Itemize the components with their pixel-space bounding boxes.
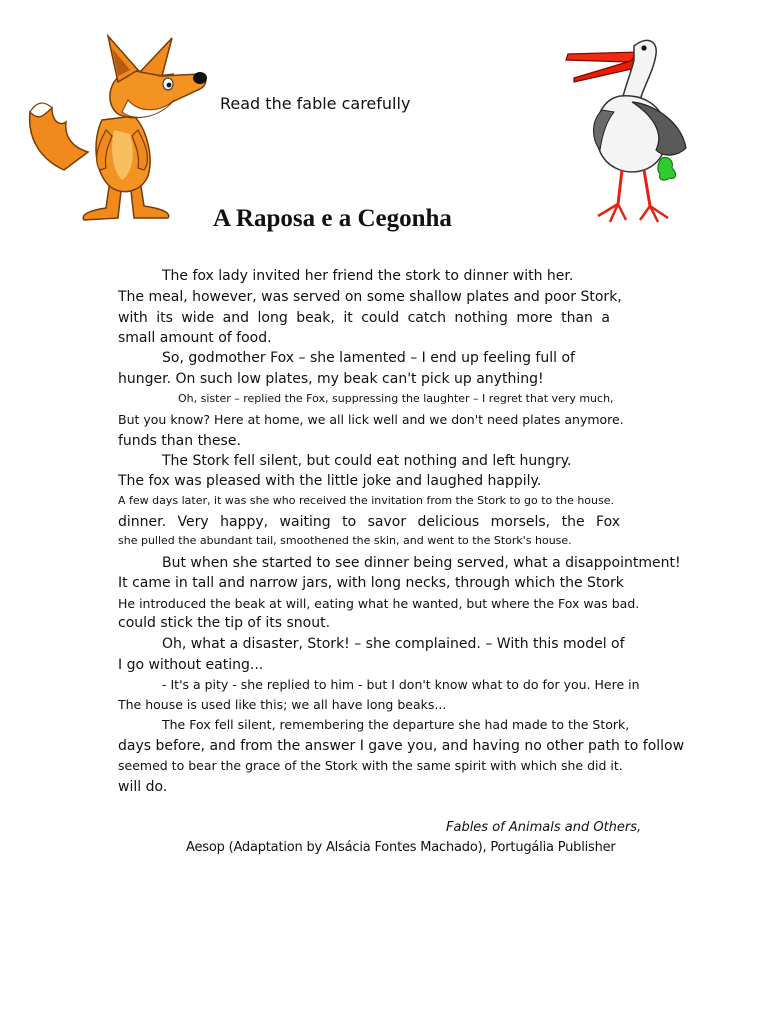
fable-line: But when she started to see dinner being served, what a disappointment! xyxy=(162,555,681,571)
fable-title: A Raposa e a Cegonha xyxy=(213,205,452,232)
fable-line: I go without eating... xyxy=(118,657,264,673)
stork-icon xyxy=(560,30,700,225)
fable-line: So, godmother Fox – she lamented – I end up feeling full of xyxy=(162,350,575,366)
fable-line: days before, and from the answer I gave you, and having no other path to follow xyxy=(118,738,685,754)
fable-line: dinner. Very happy, waiting to savor delicious morsels, the Fox xyxy=(118,514,620,530)
fable-line: But you know? Here at home, we all lick well and we don't need plates anymore. xyxy=(118,412,624,427)
fable-line: small amount of food. xyxy=(118,330,272,346)
fable-line: The Stork fell silent, but could eat nothing and left hungry. xyxy=(162,453,572,469)
citation-work: Fables of Animals and Others, xyxy=(446,820,642,835)
fable-line: could stick the tip of its snout. xyxy=(118,615,331,631)
fable-line: funds than these. xyxy=(118,433,241,449)
fable-line: A few days later, it was she who received the invitation from the Stork to go to the house. xyxy=(118,494,615,507)
fable-line: Oh, what a disaster, Stork! – she complained. – With this model of xyxy=(162,636,625,652)
fable-line: The meal, however, was served on some shallow plates and poor Stork, xyxy=(118,289,622,305)
instruction-text: Read the fable carefully xyxy=(220,94,411,113)
fable-line: The fox was pleased with the little joke and laughed happily. xyxy=(118,473,542,489)
fable-line: will do. xyxy=(118,779,168,795)
fable-line: she pulled the abundant tail, smoothened the skin, and went to the Stork's house. xyxy=(118,534,572,547)
fable-line: hunger. On such low plates, my beak can't pick up anything! xyxy=(118,371,544,387)
fable-line: - It's a pity - she replied to him - but I don't know what to do for you. Here in xyxy=(162,677,640,692)
fable-line: He introduced the beak at will, eating what he wanted, but where the Fox was bad. xyxy=(118,596,640,611)
fable-line: The fox lady invited her friend the stork to dinner with her. xyxy=(162,268,574,284)
fable-line: seemed to bear the grace of the Stork with the same spirit with which she did it. xyxy=(118,758,623,773)
fox-icon xyxy=(22,30,212,225)
fable-line: Oh, sister – replied the Fox, suppressing the laughter – I regret that very much, xyxy=(178,392,614,405)
fable-line: The house is used like this; we all have long beaks... xyxy=(118,697,447,712)
fable-line: with its wide and long beak, it could catch nothing more than a xyxy=(118,310,610,326)
citation-credit: Aesop (Adaptation by Alsácia Fontes Machado), Portugália Publisher xyxy=(186,840,616,855)
fable-line: It came in tall and narrow jars, with long necks, through which the Stork xyxy=(118,575,624,591)
fable-line: The Fox fell silent, remembering the departure she had made to the Stork, xyxy=(162,717,630,732)
